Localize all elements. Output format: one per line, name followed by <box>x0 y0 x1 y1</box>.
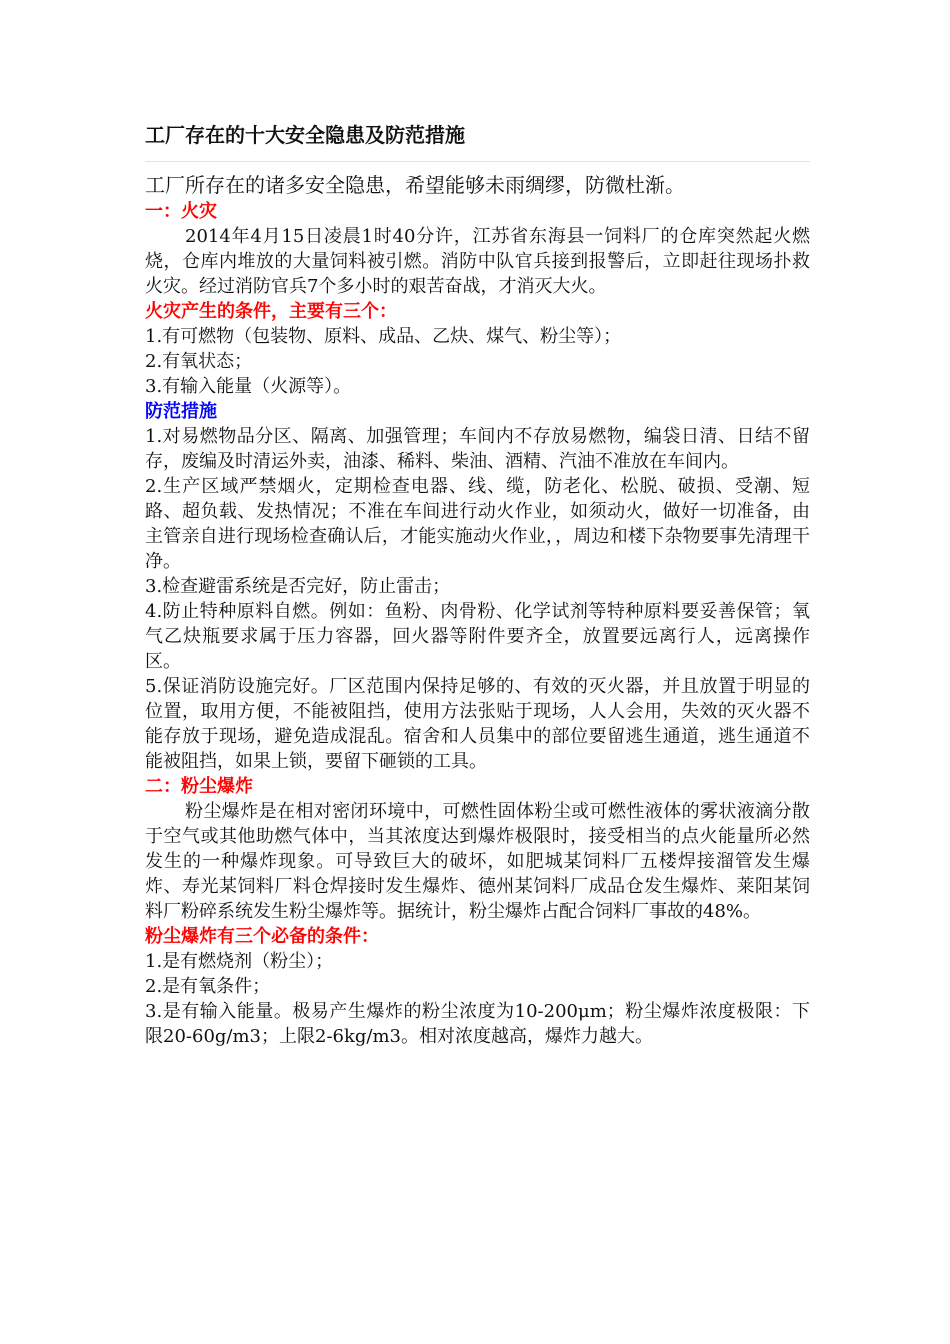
document-page <box>145 118 810 1049</box>
dust-condition-item: 2.是有氧条件； <box>145 976 271 997</box>
section-heading-dust-explosion: 二：粉尘爆炸 <box>145 776 253 797</box>
page-title: 工厂存在的十大安全隐患及防范措施 <box>145 123 465 147</box>
fire-condition-item: 1.有可燃物（包装物、原料、成品、乙炔、煤气、粉尘等）； <box>145 326 622 347</box>
fire-incident-paragraph: 2014年4月15日凌晨1时40分许，江苏省东海县一饲料厂的仓库突然起火燃烧，仓库内堆放的大量饲料被引燃。消防中队官兵接到报警后，立即赶往现场扑救火灾。经过消防官兵7个多小时的艰苦奋战，才消灭大火。 <box>145 226 810 297</box>
fire-condition-item: 3.有输入能量（火源等）。 <box>145 376 352 397</box>
intro-paragraph: 工厂所存在的诸多安全隐患，希望能够未雨绸缪，防微杜渐。 <box>145 173 685 197</box>
fire-measure-item: 4.防止特种原料自燃。例如：鱼粉、肉骨粉、化学试剂等特种原料要妥善保管；氧气乙炔瓶要求属于压力容器，回火器等附件要齐全，放置要远离行人，远离操作区。 <box>145 601 810 672</box>
title-divider <box>145 161 810 162</box>
fire-measure-item: 1.对易燃物品分区、隔离、加强管理；车间内不存放易燃物，编袋日清、日结不留存，废编及时清运外卖，油漆、稀料、柴油、酒精、汽油不准放在车间内。 <box>145 426 810 472</box>
section-heading-fire: 一：火灾 <box>145 201 217 222</box>
dust-condition-item: 1.是有燃烧剂（粉尘）； <box>145 951 334 972</box>
fire-measure-item: 2.生产区域严禁烟火，定期检查电器、线、缆，防老化、松脱、破损、受潮、短路、超负载、发热情况；不准在车间进行动火作业，如须动火，做好一切准备，由主管亲自进行现场检查确认后，才能实施动火作业，，周边和楼下杂物要事先清理干净。 <box>145 476 810 572</box>
fire-condition-item: 2.有氧状态； <box>145 351 253 372</box>
fire-measure-item: 5.保证消防设施完好。厂区范围内保持足够的、有效的灭火器，并且放置于明显的位置，取用方便，不能被阻挡，使用方法张贴于现场，人人会用，失效的灭火器不能存放于现场，避免造成混乱。宿舍和人员集中的部位要留逃生通道，逃生通道不能被阻挡，如果上锁，要留下砸锁的工具。 <box>145 676 810 772</box>
dust-explosion-paragraph: 粉尘爆炸是在相对密闭环境中，可燃性固体粉尘或可燃性液体的雾状液滴分散于空气或其他助燃气体中，当其浓度达到爆炸极限时，接受相当的点火能量所必然发生的一种爆炸现象。可导致巨大的破坏，如肥城某饲料厂五楼焊接溜管发生爆炸、寿光某饲料厂料仓焊接时发生爆炸、德州某饲料厂成品仓发生爆炸、莱阳某饲料厂粉碎系统发生粉尘爆炸等。据统计，粉尘爆炸占配合饲料厂事故的48%。 <box>145 801 810 922</box>
dust-condition-item: 3.是有输入能量。极易产生爆炸的粉尘浓度为10-200μm；粉尘爆炸浓度极限：下限20-60g/m3；上限2-6kg/m3。相对浓度越高，爆炸力越大。 <box>145 1001 810 1047</box>
fire-conditions-heading: 火灾产生的条件，主要有三个： <box>145 301 397 322</box>
dust-conditions-heading: 粉尘爆炸有三个必备的条件： <box>145 926 379 947</box>
fire-measure-item: 3.检查避雷系统是否完好，防止雷击； <box>145 576 451 597</box>
fire-measures-heading: 防范措施 <box>145 401 217 422</box>
